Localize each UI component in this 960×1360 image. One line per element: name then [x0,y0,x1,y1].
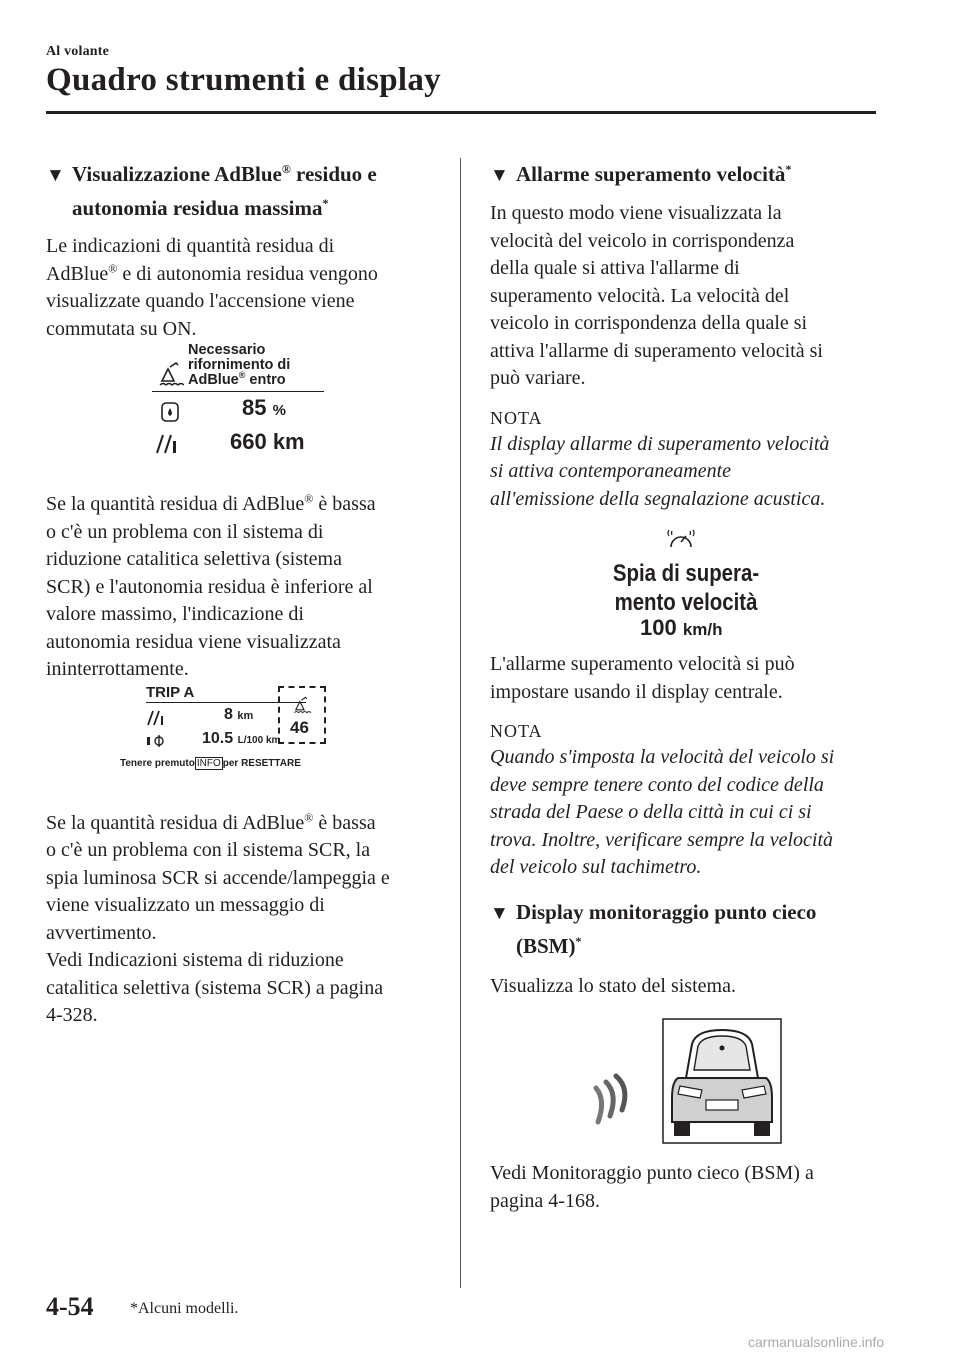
figure-adblue-remaining [46,343,438,463]
right-column [490,158,882,1215]
note-label: NOTA [490,407,543,428]
figure-divider [152,391,324,392]
trip-distance: 8 km [224,705,254,723]
speed-alarm-value: 100 km/h [640,615,723,640]
triangle-bullet-icon: ▼ [46,165,65,186]
adblue-small-icon [292,696,312,714]
refill-label-line3: AdBlue® entro [188,370,286,388]
paragraph-adblue-low: Se la quantità residua di AdBlue® è bassa o c'è un problema con il sistema di riduzione catalitica selettiva (sistema SCR) e l'autonomia residua è inferiore al valore massimo, l'indicazione di autonomia residua viene visualizzata ininterrottamente. [46,491,376,680]
paragraph-speed-setting: L'allarme superamento velocità si può impostare usando il display centrale. [490,653,795,703]
adblue-refill-icon [158,361,184,387]
paragraph-bsm: Visualizza lo stato del sistema. [490,974,736,997]
section-label: Al volante [46,44,110,59]
info-key: INFO [196,757,221,769]
paragraph-bsm-ref: Vedi Monitoraggio punto cieco (BSM) a pagina 4-168. [490,1162,814,1212]
reset-hint: Tenere premuto INFO per RESETTARE [120,757,301,769]
refill-label-line1: Necessario [188,342,266,358]
paragraph-adblue-intro: Le indicazioni di quantità residua di AdBlue® e di autonomia residua vengono visualizzate quando l'accensione viene commutata su ON. [46,235,378,340]
car-rear-view-icon [662,1018,782,1144]
page-title: Quadro strumenti e display [46,62,441,98]
heading-speed-alarm: ▼ Allarme superamento velocità* [490,158,882,192]
adblue-small-value: 46 [290,717,309,737]
trip-consumption: 10.5 L/100 km [202,729,281,747]
paragraph-speed-alarm: In questo modo viene visualizzata la velocità del veicolo in corrispondenza della quale si attiva l'allarme di superamento velocità. La velocità del veicolo in corrispondenza della quale si attiva l'allarme di superamento velocità si può variare. [490,202,823,389]
triangle-bullet-icon: ▼ [490,165,509,186]
triangle-bullet-icon: ▼ [490,902,509,924]
footnote: *Alcuni modelli. [130,1300,239,1317]
adblue-range: 660 km [230,429,305,454]
note-speed-alarm: Il display allarme di superamento velocità si attiva contemporaneamente all'emissione della segnalazione acustica. [490,432,830,510]
figure-trip-display [46,684,438,780]
adblue-percent: 85 % [242,395,286,420]
watermark: carmanualsonline.info [748,1334,885,1350]
droplet-icon [160,399,182,423]
trip-label: TRIP A [146,683,195,701]
heading-bsm: ▼ Display monitoraggio punto cieco (BSM)* [490,896,882,963]
bsm-warning-waves-icon [586,1070,636,1130]
refill-label-line2: rifornimento di [188,357,291,373]
figure-bsm [490,1018,882,1144]
speed-alarm-icon [666,525,696,553]
speed-alarm-label: Spia di supera- mento velocità [612,560,760,616]
column-divider [460,158,461,1288]
left-column [46,158,438,1030]
paragraph-scr-warning: Se la quantità residua di AdBlue® è bassa o c'è un problema con il sistema SCR, la spia luminosa SCR si accende/lampeggia e viene visualizzato un messaggio di avvertimento. Vedi Indicazioni sistema di riduzione catalitica selettiva (sistema SCR) a pagina 4-328. [46,809,390,1026]
distance-road-icon [146,710,166,726]
note-label: NOTA [490,721,543,741]
figure-speed-alarm [490,525,882,643]
note-speed-law: Quando s'imposta la velocità del veicolo si deve sempre tenere conto del codice della strada del Paese o della città in cui ci si trova. Inoltre, verificare sempre la velocità del veicolo sul tachimetro. [490,746,835,878]
heading-adblue: ▼ Visualizzazione AdBlue® residuo e autonomia residua massima* [46,158,438,225]
page-number: 4-54 [46,1292,94,1321]
header-divider [46,111,876,114]
fuel-consumption-icon [146,734,168,748]
range-road-icon [154,433,180,455]
